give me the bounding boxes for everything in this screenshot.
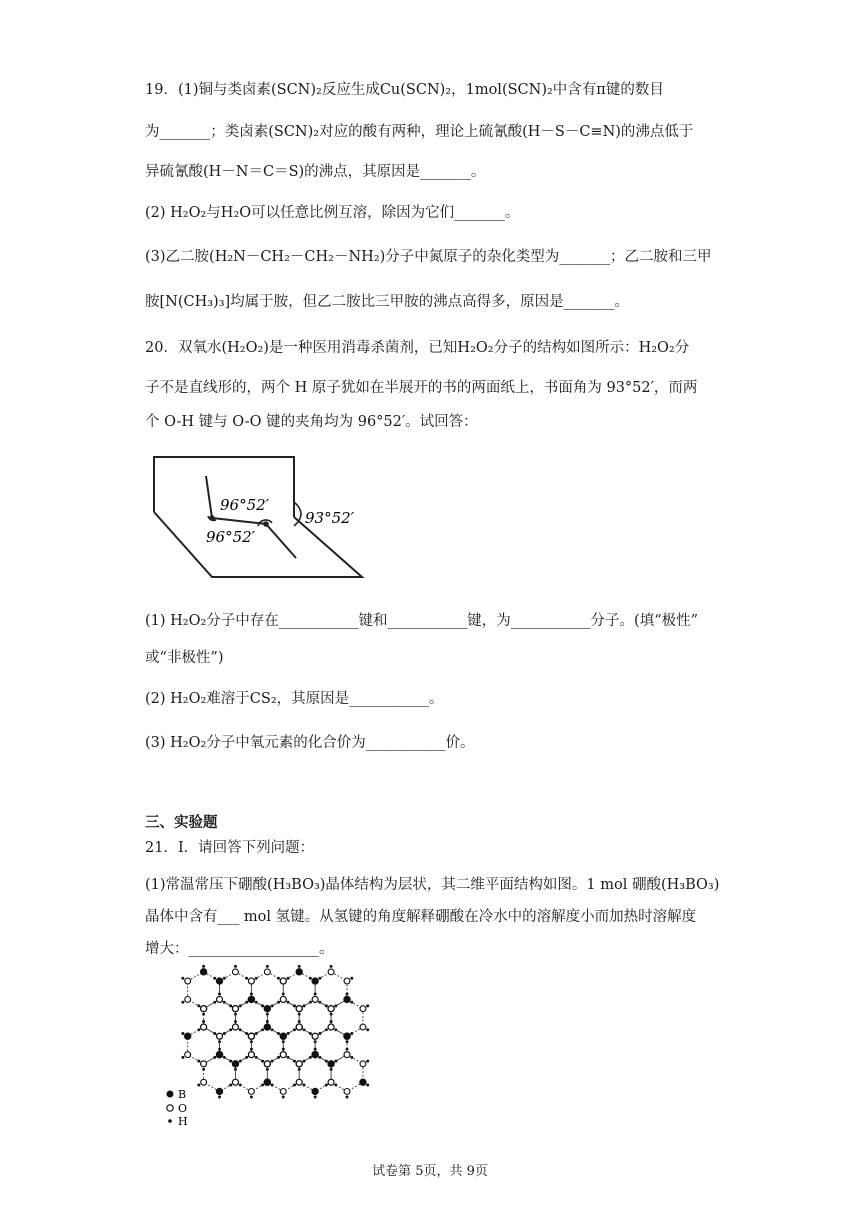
boron-atom bbox=[343, 996, 350, 1003]
legend-o-marker bbox=[167, 1105, 173, 1111]
oxygen-atom bbox=[264, 1061, 270, 1067]
hydrogen-atom bbox=[218, 1095, 221, 1098]
boron-atom bbox=[264, 1023, 271, 1030]
hydrogen-atom bbox=[181, 977, 184, 980]
oxygen-atom bbox=[185, 996, 191, 1002]
angle-label-bottom: 96°52′ bbox=[206, 528, 256, 546]
q21-line3: 晶体中含有___ mol 氢键。从氢键的角度解释硼酸在冷水中的溶解度小而加热时溶解度 bbox=[145, 909, 697, 925]
boron-atom bbox=[216, 1088, 223, 1095]
hydrogen-atom bbox=[350, 1032, 353, 1035]
oxygen-atom bbox=[344, 1052, 350, 1058]
hydrogen-atom bbox=[202, 965, 205, 968]
hydrogen-atom bbox=[250, 1095, 253, 1098]
page-footer: 试卷第 5页，共 9页 bbox=[372, 1164, 488, 1179]
hydrogen-atom bbox=[346, 992, 349, 995]
hydrogen-atom bbox=[245, 977, 248, 980]
hydrogen-atom bbox=[250, 1048, 253, 1051]
hydrogen-atom bbox=[314, 992, 317, 995]
oxygen-atom bbox=[217, 1033, 223, 1039]
oxygen-atom bbox=[201, 1079, 207, 1085]
oxygen-atom bbox=[233, 1024, 239, 1030]
hydrogen-atom bbox=[181, 1056, 184, 1059]
q21-line4: 增大：__________________。 bbox=[145, 941, 334, 957]
oxygen-atom bbox=[312, 1033, 318, 1039]
hydrogen-atom bbox=[314, 1048, 317, 1051]
hydrogen-atom bbox=[282, 992, 285, 995]
hydrogen-atom bbox=[197, 1060, 200, 1063]
hydrogen-atom bbox=[197, 1004, 200, 1007]
hydrogen-atom bbox=[277, 977, 280, 980]
oxygen-atom bbox=[344, 1088, 350, 1094]
oxygen-atom bbox=[217, 996, 223, 1002]
legend-h-label: H bbox=[178, 1115, 188, 1128]
hydrogen-atom bbox=[218, 992, 221, 995]
hydrogen-atom bbox=[282, 1048, 285, 1051]
boron-atom bbox=[311, 1051, 318, 1058]
hydrogen-atom bbox=[366, 1028, 369, 1031]
oxygen-atom bbox=[233, 1079, 239, 1085]
hydrogen-atom bbox=[293, 1004, 296, 1007]
q19-line5: (3)乙二胺(H₂N－CH₂－CH₂－NH₂)分子中氮原子的杂化类型为_______；乙二胺和三甲 bbox=[145, 249, 712, 265]
hydrogen-atom bbox=[266, 965, 269, 968]
hydrogen-atom bbox=[350, 977, 353, 980]
boron-atom bbox=[311, 1088, 318, 1095]
oxygen-atom bbox=[280, 1088, 286, 1094]
oxygen-atom bbox=[185, 1052, 191, 1058]
boron-atom bbox=[280, 1033, 287, 1040]
hydrogen-atom bbox=[277, 1032, 280, 1035]
oxygen-atom bbox=[296, 1006, 302, 1012]
oxygen-atom-right bbox=[263, 521, 269, 527]
hydrogen-atom bbox=[218, 1048, 221, 1051]
hydrogen-atom bbox=[261, 1004, 264, 1007]
q20-line3: 个 O-H 键与 O-O 键的夹角均为 96°52′。试回答： bbox=[145, 414, 478, 430]
hydrogen-atom bbox=[325, 1060, 328, 1063]
hydrogen-atom bbox=[229, 1060, 232, 1063]
hydrogen-atom bbox=[282, 1095, 285, 1098]
oxygen-atom bbox=[312, 996, 318, 1002]
oxygen-atom-left bbox=[209, 515, 215, 521]
q21-line1: 21．I．请回答下列问题： bbox=[145, 840, 315, 856]
hydrogen-atom bbox=[298, 1020, 301, 1023]
oxygen-atom bbox=[233, 969, 239, 975]
hydrogen-atom bbox=[309, 977, 312, 980]
section-heading: 三、实验题 bbox=[145, 815, 218, 831]
boron-atom bbox=[264, 1079, 271, 1086]
q20-line7: (3) H₂O₂分子中氧元素的化合价为___________价。 bbox=[145, 735, 475, 751]
hydrogen-atom bbox=[293, 1060, 296, 1063]
boron-atom bbox=[248, 996, 255, 1003]
hydrogen-atom bbox=[234, 1020, 237, 1023]
hydrogen-atom bbox=[202, 1020, 205, 1023]
boron-atom bbox=[216, 977, 223, 984]
hydrogen-atom bbox=[181, 1032, 184, 1035]
oxygen-atom bbox=[248, 1033, 254, 1039]
q20-line6: (2) H₂O₂难溶于CS₂，其原因是___________。 bbox=[145, 691, 444, 707]
hydrogen-atom bbox=[330, 965, 333, 968]
oxygen-atom bbox=[248, 1088, 254, 1094]
hydrogen-atom bbox=[366, 1084, 369, 1087]
hydrogen-atom bbox=[261, 1084, 264, 1087]
boron-atom bbox=[343, 1033, 350, 1040]
oxygen-atom bbox=[328, 1079, 334, 1085]
hydrogen-atom bbox=[309, 1032, 312, 1035]
oxygen-atom bbox=[280, 996, 286, 1002]
hydrogen-atom bbox=[250, 992, 253, 995]
hydrogen-atom bbox=[245, 1032, 248, 1035]
q20-line5: 或“非极性”) bbox=[145, 650, 224, 666]
q19-line6: 胺[N(CH₃)₃]均属于胺，但乙二胺比三甲胺的沸点高得多，原因是_______。 bbox=[145, 294, 629, 310]
angle-label-right: 93°52′ bbox=[305, 509, 355, 527]
legend-b-label: B bbox=[178, 1088, 187, 1101]
q21-line2: (1)常温常压下硼酸(H₃BO₃)晶体结构为层状，其二维平面结构如图。1 mol 硼酸(H₃BO₃) bbox=[145, 877, 720, 893]
oxygen-atom bbox=[344, 978, 350, 984]
oxygen-atom bbox=[360, 1061, 366, 1067]
q20-line4: (1) H₂O₂分子中存在___________键和___________键，为___________分子。(填“极性” bbox=[145, 613, 699, 629]
oxygen-atom bbox=[296, 1024, 302, 1030]
oxygen-atom bbox=[185, 978, 191, 984]
legend-b-marker bbox=[167, 1091, 174, 1098]
oxygen-atom bbox=[296, 1079, 302, 1085]
oxygen-atom bbox=[328, 969, 334, 975]
hydrogen-atom bbox=[298, 965, 301, 968]
boron-atom bbox=[232, 1060, 239, 1067]
boron-atom bbox=[216, 1051, 223, 1058]
oxygen-atom bbox=[201, 1024, 207, 1030]
hydrogen-atom bbox=[229, 1084, 232, 1087]
hydrogen-atom bbox=[325, 1084, 328, 1087]
q19-line3: 异硫氰酸(H－N＝C＝S)的沸点，其原因是_______。 bbox=[145, 164, 486, 180]
hydrogen-atom bbox=[366, 1060, 369, 1063]
hydrogen-atom bbox=[261, 1060, 264, 1063]
q20-line1: 20．双氧水(H₂O₂)是一种医用消毒杀菌剂，已知H₂O₂分子的结构如图所示：H₂O₂分 bbox=[145, 340, 690, 356]
legend-h-marker bbox=[168, 1119, 172, 1123]
oxygen-atom bbox=[280, 978, 286, 984]
hydrogen-atom bbox=[346, 1095, 349, 1098]
oxygen-atom bbox=[248, 1052, 254, 1058]
h2o2-structure-figure bbox=[148, 452, 378, 587]
hydrogen-atom bbox=[213, 1032, 216, 1035]
o-h-bond-left bbox=[206, 476, 212, 518]
hydrogen-atom bbox=[213, 977, 216, 980]
oxygen-atom bbox=[328, 1006, 334, 1012]
boron-atom bbox=[184, 1033, 191, 1040]
oxygen-atom bbox=[328, 1024, 334, 1030]
boron-atom bbox=[296, 968, 303, 975]
hydrogen-atom bbox=[366, 1004, 369, 1007]
oxygen-atom bbox=[233, 1006, 239, 1012]
oxygen-atom bbox=[201, 1061, 207, 1067]
hydrogen-atom bbox=[181, 1001, 184, 1004]
hydrogen-atom bbox=[266, 1020, 269, 1023]
q20-line2: 子不是直线形的，两个 H 原子犹如在半展开的书的两面纸上，书面角为 93°52′，而两 bbox=[145, 380, 698, 396]
hydrogen-atom bbox=[314, 1095, 317, 1098]
q19-line4: (2) H₂O₂与H₂O可以任意比例互溶，除因为它们_______。 bbox=[145, 205, 520, 221]
oxygen-atom bbox=[201, 1006, 207, 1012]
angle-label-top: 96°52′ bbox=[220, 496, 270, 514]
boric-acid-structure-figure bbox=[158, 970, 398, 1140]
hydrogen-atom bbox=[325, 1004, 328, 1007]
oxygen-atom bbox=[248, 978, 254, 984]
oxygen-atom bbox=[360, 1006, 366, 1012]
boron-atom bbox=[200, 968, 207, 975]
hydrogen-atom bbox=[330, 1020, 333, 1023]
hydrogen-atom bbox=[293, 1084, 296, 1087]
o-o-bond bbox=[212, 518, 266, 524]
q19-line2: 为_______；类卤素(SCN)₂对应的酸有两种，理论上硫氰酸(H－S－C≡N)的沸点低于 bbox=[145, 124, 694, 140]
boron-atom bbox=[359, 1079, 366, 1086]
oxygen-atom bbox=[360, 1024, 366, 1030]
oxygen-atom bbox=[280, 1052, 286, 1058]
boron-atom bbox=[327, 1060, 334, 1067]
q19-line1: 19．(1)铜与类卤素(SCN)₂反应生成Cu(SCN)₂，1mol(SCN)₂中含有π键的数目 bbox=[145, 82, 664, 98]
o-h-bond-right bbox=[266, 524, 296, 558]
hydrogen-atom bbox=[346, 1048, 349, 1051]
oxygen-atom bbox=[296, 1061, 302, 1067]
boron-atom bbox=[311, 977, 318, 984]
legend-o-label: O bbox=[178, 1102, 188, 1115]
oxygen-atom bbox=[264, 969, 270, 975]
hydrogen-atom bbox=[197, 1084, 200, 1087]
hydrogen-atom bbox=[234, 965, 237, 968]
hydrogen-atom bbox=[229, 1004, 232, 1007]
boron-atom bbox=[264, 1005, 271, 1012]
